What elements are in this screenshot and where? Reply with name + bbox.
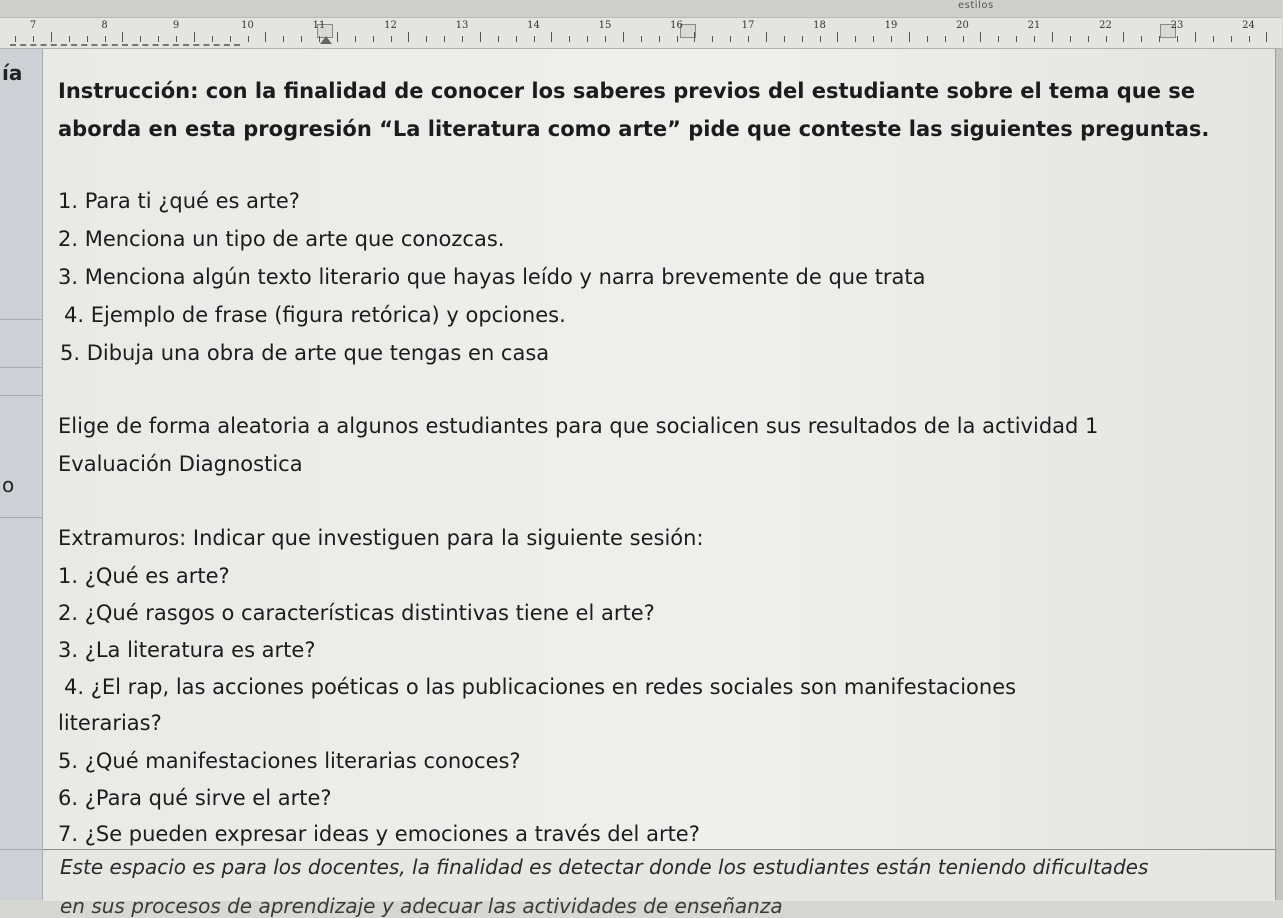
question-2: 2. Menciona un tipo de arte que conozcas. — [58, 227, 505, 251]
ruler-number: 12 — [384, 20, 397, 31]
extramuros-item-1: 1. ¿Qué es arte? — [58, 564, 230, 588]
ruler-tick — [283, 36, 284, 42]
ruler-tick — [1052, 32, 1053, 42]
ruler-tick — [337, 32, 338, 42]
ruler-tick — [730, 36, 731, 42]
extramuros-item-6: 6. ¿Para qué sirve el arte? — [58, 786, 332, 810]
ruler-number: 21 — [1027, 20, 1041, 31]
ruler-tick — [748, 36, 749, 42]
ruler-tick — [659, 36, 660, 42]
ruler-tick — [301, 36, 302, 42]
ruler-tick — [1088, 36, 1089, 42]
ruler-tick — [873, 36, 874, 42]
ruler-tick — [319, 36, 320, 42]
ruler-tick — [265, 32, 266, 42]
teacher-note-cutoff — [60, 888, 820, 918]
ruler-tick — [909, 32, 910, 42]
right-cell-border — [1275, 49, 1283, 900]
evaluation-label: Evaluación Diagnostica — [58, 452, 303, 476]
ruler-number: 23 — [1170, 20, 1184, 31]
ruler-tick — [927, 36, 928, 42]
ruler-number: 13 — [455, 20, 469, 31]
extramuros-item-3: 3. ¿La literatura es arte? — [58, 638, 316, 662]
ruler-tick — [784, 36, 785, 42]
ruler-tick — [498, 36, 499, 42]
ruler-tick — [1016, 36, 1017, 42]
ruler-tick — [945, 36, 946, 42]
ruler-tick — [355, 36, 356, 42]
ruler-tick — [176, 36, 177, 42]
ruler-number: 16 — [670, 20, 683, 31]
ruler-tick — [408, 32, 409, 42]
ruler-number: 18 — [813, 20, 826, 31]
ruler-tick — [1159, 36, 1160, 42]
top-toolbar-strip — [0, 0, 1282, 18]
ruler-number: 17 — [741, 20, 755, 31]
horizontal-ruler[interactable] — [0, 18, 1282, 49]
ruler-tick — [1123, 32, 1124, 42]
ruler-tick — [15, 36, 16, 42]
ruler-tick — [1213, 36, 1214, 42]
extramuros-item-7: 7. ¿Se pueden expresar ideas y emociones a través del arte? — [58, 822, 700, 846]
ruler-tick — [426, 36, 427, 42]
question-4: 4. Ejemplo de frase (figura retórica) y opciones. — [64, 303, 566, 327]
cell-divider — [0, 395, 42, 396]
cell-divider — [0, 319, 42, 320]
ruler-tick — [140, 36, 141, 42]
ruler-tick — [1231, 36, 1232, 42]
ruler-tick — [569, 36, 570, 42]
ruler-tick — [587, 36, 588, 42]
ruler-tick — [998, 36, 999, 42]
ruler-tick — [462, 36, 463, 42]
ruler-tick — [712, 36, 713, 42]
ruler-tick — [230, 36, 231, 42]
ruler-tick — [1177, 36, 1178, 42]
ruler-number: 11 — [312, 20, 326, 31]
ruler-number: 7 — [29, 20, 37, 31]
ruler-tick — [963, 36, 964, 42]
ruler-tick — [391, 36, 392, 42]
extramuros-item-4-cont: literarias? — [58, 711, 162, 735]
ruler-tick — [194, 32, 195, 42]
ruler-tick — [480, 32, 481, 42]
extramuros-title: Extramuros: Indicar que investiguen para la siguiente sesión: — [58, 526, 704, 550]
ruler-number: 20 — [956, 20, 969, 31]
cell-fragment-mid: o — [2, 473, 15, 497]
ruler-tick — [837, 32, 838, 42]
document-table-cell[interactable] — [43, 49, 1275, 849]
ruler-margin-dash — [10, 44, 240, 48]
question-1: 1. Para ti ¿qué es arte? — [58, 189, 300, 213]
ruler-tick — [802, 36, 803, 42]
ruler-tick — [516, 36, 517, 42]
socialize-instruction: Elige de forma aleatoria a algunos estudiantes para que socialicen sus resultados de la actividad 1 — [58, 414, 1099, 438]
extramuros-item-2: 2. ¿Qué rasgos o características distintivas tiene el arte? — [58, 601, 655, 625]
styles-group-label[interactable]: estilos — [958, 0, 994, 11]
ruler-tick — [1141, 36, 1142, 42]
ruler-tick — [69, 36, 70, 42]
indent-marker[interactable] — [320, 36, 332, 44]
question-5: 5. Dibuja una obra de arte que tengas en casa — [60, 341, 550, 365]
ruler-number: 10 — [241, 20, 254, 31]
ruler-tick — [87, 36, 88, 42]
instruction-line-1: Instrucción: con la finalidad de conocer los saberes previos del estudiante sobre el tema que se — [58, 79, 1195, 103]
cell-fragment-top: ía — [2, 61, 23, 85]
ruler-tick — [444, 36, 445, 42]
ruler-tick — [766, 32, 767, 42]
ruler-tick — [1249, 36, 1250, 42]
ruler-tick — [891, 36, 892, 42]
ruler-tick — [1034, 36, 1035, 42]
ruler-tick — [212, 36, 213, 42]
ruler-tick — [551, 32, 552, 42]
ruler-tick — [855, 36, 856, 42]
ruler-tick — [248, 36, 249, 42]
ruler-number: 19 — [884, 20, 898, 31]
ruler-tick — [1266, 32, 1267, 42]
extramuros-item-5: 5. ¿Qué manifestaciones literarias conoces? — [58, 749, 521, 773]
ruler-tick — [1106, 36, 1107, 42]
ruler-tick — [1195, 32, 1196, 42]
extramuros-item-4: 4. ¿El rap, las acciones poéticas o las publicaciones en redes sociales son manifestaciones — [64, 675, 1017, 699]
ruler-number: 15 — [598, 20, 612, 31]
ruler-tick — [1070, 36, 1071, 42]
ruler-tick — [51, 32, 52, 42]
ruler-tick — [158, 36, 159, 42]
ruler-number: 14 — [527, 20, 540, 31]
teacher-note: Este espacio es para los docentes, la finalidad es detectar donde los estudiantes están teniendo dificultades — [60, 855, 1149, 879]
ruler-tick — [33, 36, 34, 42]
cell-divider — [0, 849, 42, 850]
ruler-tick — [677, 36, 678, 42]
ruler-tick — [641, 36, 642, 42]
ruler-tick — [373, 36, 374, 42]
ruler-number: 9 — [172, 20, 180, 31]
ruler-number: 8 — [101, 20, 108, 31]
left-table-column — [0, 49, 43, 900]
ruler-tick — [122, 32, 123, 42]
ruler-tick — [623, 32, 624, 42]
ruler-tick — [980, 32, 981, 42]
cell-divider — [0, 367, 42, 368]
teacher-note-line-2: en sus procesos de aprendizaje y adecuar las actividades de enseñanza — [60, 894, 783, 918]
ruler-tick — [694, 32, 695, 42]
ruler-tick — [820, 36, 821, 42]
question-3: 3. Menciona algún texto literario que hayas leído y narra brevemente de que trata — [58, 265, 926, 289]
ruler-number: 22 — [1099, 20, 1112, 31]
ruler-tick — [605, 36, 606, 42]
ruler-tick — [105, 36, 106, 42]
cell-divider — [0, 517, 42, 518]
ruler-tick — [534, 36, 535, 42]
ruler-number: 24 — [1242, 20, 1255, 31]
instruction-line-2: aborda en esta progresión “La literatura como arte” pide que conteste las siguientes preguntas. — [58, 117, 1210, 141]
